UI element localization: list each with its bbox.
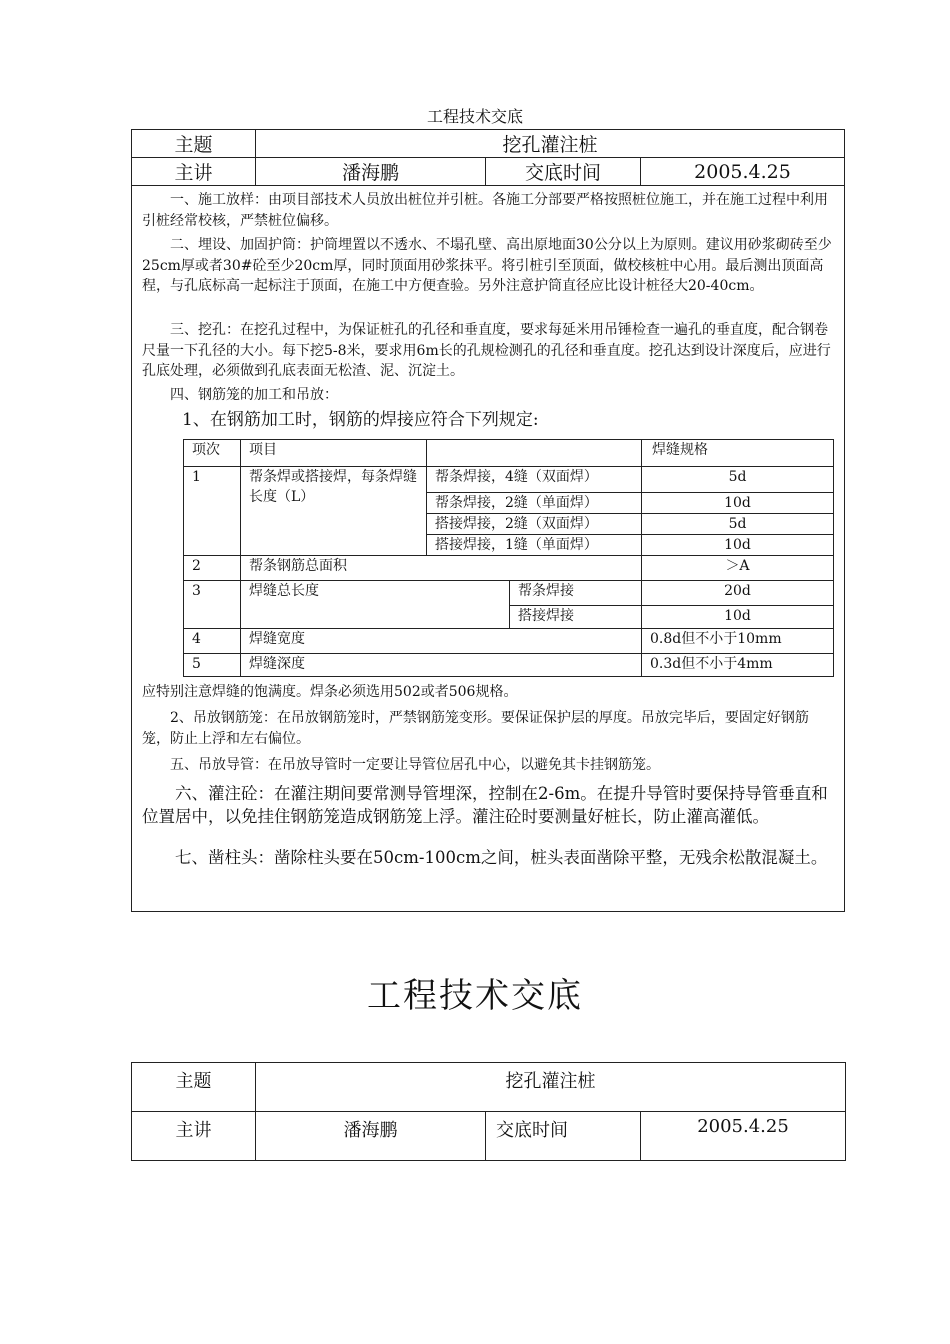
document-title: 工程技术交底 (426, 107, 523, 126)
weld-spec: 20d (642, 581, 834, 606)
col-header-item: 项目 (241, 440, 427, 467)
table-row-item: 焊缝总长度 (241, 581, 510, 629)
document-title-2: 工程技术交底 (367, 976, 583, 1016)
header-table-2 (131, 1062, 846, 1161)
weld-spec: 10d (642, 535, 834, 556)
table-row-no: 1 (184, 467, 241, 556)
table-row-item: 帮条钢筋总面积 (241, 556, 642, 581)
weld-type: 帮条焊接，2缝（单面焊） (427, 493, 642, 514)
paragraph-conduit: 五、吊放导管：在吊放导管时一定要让导管位居孔中心，以避免其卡挂钢筋笼。 (170, 757, 660, 773)
time-value: 2005.4.25 (641, 158, 845, 186)
weld-spec: 5d (642, 467, 834, 493)
paragraph-cage-lifting: 2、吊放钢筋笼：在吊放钢筋笼时，严禁钢筋笼变形。要保证保护层的厚度。吊放完毕后，要固定好钢筋笼，防止上浮和左右偏位。 (142, 710, 809, 747)
weld-type: 搭接焊接，1缝（单面焊） (427, 535, 642, 556)
time-value: 2005.4.25 (697, 1116, 789, 1137)
subject-value: 挖孔灌注桩 (256, 130, 845, 158)
table-row-item: 焊缝深度 (241, 654, 642, 677)
weld-table (183, 439, 834, 677)
table-row-item: 帮条焊或搭接焊，每条焊缝长度（L） (241, 467, 427, 556)
weld-type: 搭接焊接 (510, 606, 642, 629)
paragraph-pile-head: 七、凿柱头：凿除柱头要在50cm-100cm之间，桩头表面凿除平整，无残余松散混凝土。 (175, 848, 828, 867)
paragraph-weld-rule: 1、在钢筋加工时，钢筋的焊接应符合下列规定: (182, 410, 539, 430)
paragraph-casing: 二、埋设、加固护筒：护筒埋置以不透水、不塌孔壁、高出原地面30公分以上为原则。建议用砂浆砌砖至少25cm厚或者30#砼至少20cm厚，同时顶面用砂浆抹平。将引桩引至顶面，做校核桩中心用。最后测出顶面高程，与孔底标高一起标注于顶面，在施工中方便查验。另外注意护筒直径应比设计桩径大20-40cm。 (142, 237, 832, 294)
time-label: 交底时间 (486, 158, 641, 186)
weld-spec: 10d (642, 606, 834, 629)
time-label: 交底时间 (496, 1120, 568, 1141)
weld-spec: 5d (642, 514, 834, 535)
speaker-label: 主讲 (175, 1120, 212, 1141)
header-table (131, 129, 845, 186)
speaker-value: 潘海鹏 (256, 158, 486, 186)
table-row-no: 3 (184, 581, 241, 629)
paragraph-layout: 一、施工放样：由项目部技术人员放出桩位并引桩。各施工分部要严格按照桩位施工，并在施工过程中利用引桩经常校核，严禁桩位偏移。 (142, 192, 828, 229)
paragraph-pouring: 六、灌注砼：在灌注期间要常测导管埋深，控制在2-6m。在提升导管时要保持导管垂直和位置居中，以免挂住钢筋笼造成钢筋笼上浮。灌注砼时要测量好桩长，防止灌高灌低。 (142, 784, 828, 826)
subject-value: 挖孔灌注桩 (505, 1071, 596, 1092)
speaker-value: 潘海鹏 (343, 1120, 398, 1141)
subject-label: 主题 (132, 130, 256, 158)
table-row-no: 5 (184, 654, 241, 677)
table-row-no: 4 (184, 629, 241, 654)
col-header-no: 项次 (184, 440, 241, 467)
paragraph-weld-note: 应特别注意焊缝的饱满度。焊条必须选用502或者506规格。 (142, 684, 518, 700)
weld-type: 帮条焊接 (510, 581, 642, 606)
weld-type: 搭接焊接，2缝（双面焊） (427, 514, 642, 535)
subject-label: 主题 (175, 1071, 212, 1092)
table-row-no: 2 (184, 556, 241, 581)
paragraph-excavation: 三、挖孔：在挖孔过程中，为保证桩孔的孔径和垂直度，要求每延米用吊锤检查一遍孔的垂直度，配合钢卷尺量一下孔径的大小。每下挖5-8米，要求用6m长的孔规检测孔的孔径和垂直度。挖孔达到设计深度后，应进行孔底处理，必须做到孔底表面无松渣、泥、沉淀土。 (142, 322, 831, 379)
speaker-label: 主讲 (132, 158, 256, 186)
weld-spec: ＞A (642, 556, 834, 581)
weld-type: 帮条焊接，4缝（双面焊） (427, 467, 642, 493)
table-row-item: 焊缝宽度 (241, 629, 642, 654)
weld-spec: 0.3d但不小于4mm (642, 654, 834, 677)
col-header-spec: 焊缝规格 (642, 440, 834, 467)
weld-spec: 10d (642, 493, 834, 514)
paragraph-cage-heading: 四、钢筋笼的加工和吊放： (170, 387, 338, 403)
weld-spec: 0.8d但不小于10mm (642, 629, 834, 654)
